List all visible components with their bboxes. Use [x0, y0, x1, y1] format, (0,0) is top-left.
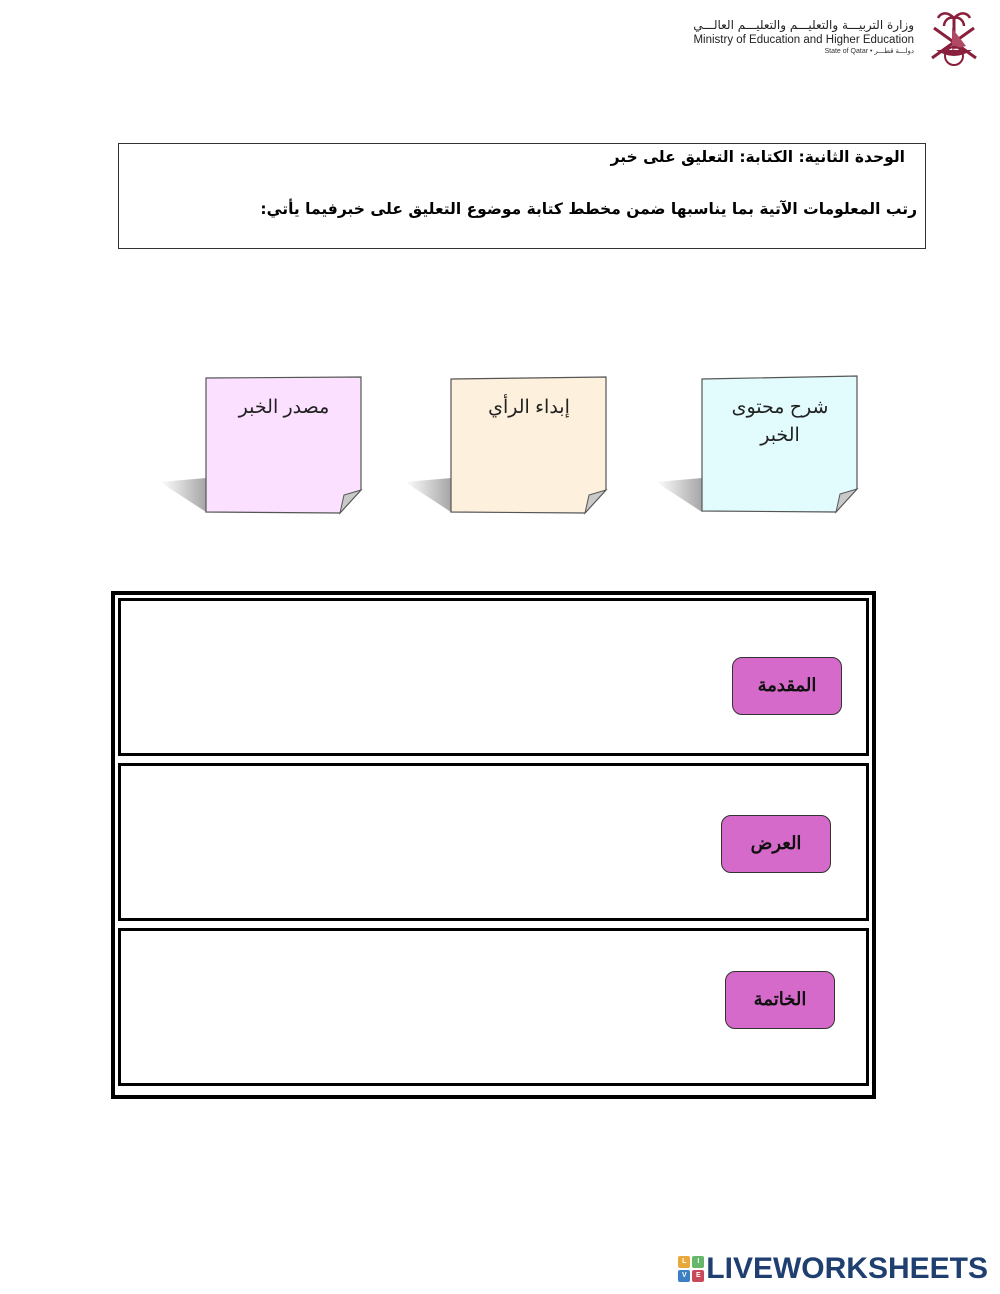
- section-label-body: العرض: [721, 815, 831, 873]
- qatar-emblem-icon: [922, 6, 986, 68]
- logo-letter-e: E: [692, 1270, 704, 1282]
- note-label-line1: إبداء الرأي: [488, 397, 570, 418]
- liveworksheets-logo-icon: [678, 1256, 704, 1282]
- drop-zone-introduction[interactable]: [118, 598, 869, 756]
- drop-zone-conclusion[interactable]: [118, 928, 869, 1086]
- note-label-line2: الخبر: [760, 425, 800, 446]
- instruction-box: [118, 143, 926, 249]
- writing-outline-table: [111, 591, 876, 1099]
- unit-title: الوحدة الثانية: الكتابة: التعليق على خبر: [610, 148, 905, 166]
- state-label: State of Qatar • دولـــة قطـــر: [824, 48, 914, 55]
- note-label: [451, 394, 607, 422]
- note-label-line1: مصدر الخبر: [238, 397, 330, 418]
- note-express-opinion[interactable]: [451, 378, 607, 514]
- note-explain-content[interactable]: [702, 378, 858, 514]
- section-label-conclusion: الخاتمة: [725, 971, 835, 1029]
- brand-wordmark: LIVEWORKSHEETS: [706, 1252, 988, 1285]
- logo-letter-v: V: [678, 1270, 690, 1282]
- note-label-line1: شرح محتوى: [731, 397, 829, 418]
- logo-letter-l: L: [678, 1256, 690, 1268]
- drop-zone-body[interactable]: [118, 763, 869, 921]
- note-label: [206, 394, 362, 422]
- ministry-name-ar: وزارة التربيـــة والتعليـــم والتعليـــم العالـــي: [693, 18, 914, 32]
- note-label: [702, 394, 858, 450]
- note-news-source[interactable]: [206, 378, 362, 514]
- liveworksheets-brand[interactable]: [678, 1252, 988, 1286]
- task-instruction: رتب المعلومات الآتية بما يناسبها ضمن مخطط كتابة موضوع التعليق على خبرفيما يأتي:: [260, 200, 917, 218]
- logo-letter-i: I: [692, 1256, 704, 1268]
- ministry-name-en: Ministry of Education and Higher Education: [693, 34, 914, 46]
- section-label-introduction: المقدمة: [732, 657, 842, 715]
- ministry-logo: [676, 6, 986, 68]
